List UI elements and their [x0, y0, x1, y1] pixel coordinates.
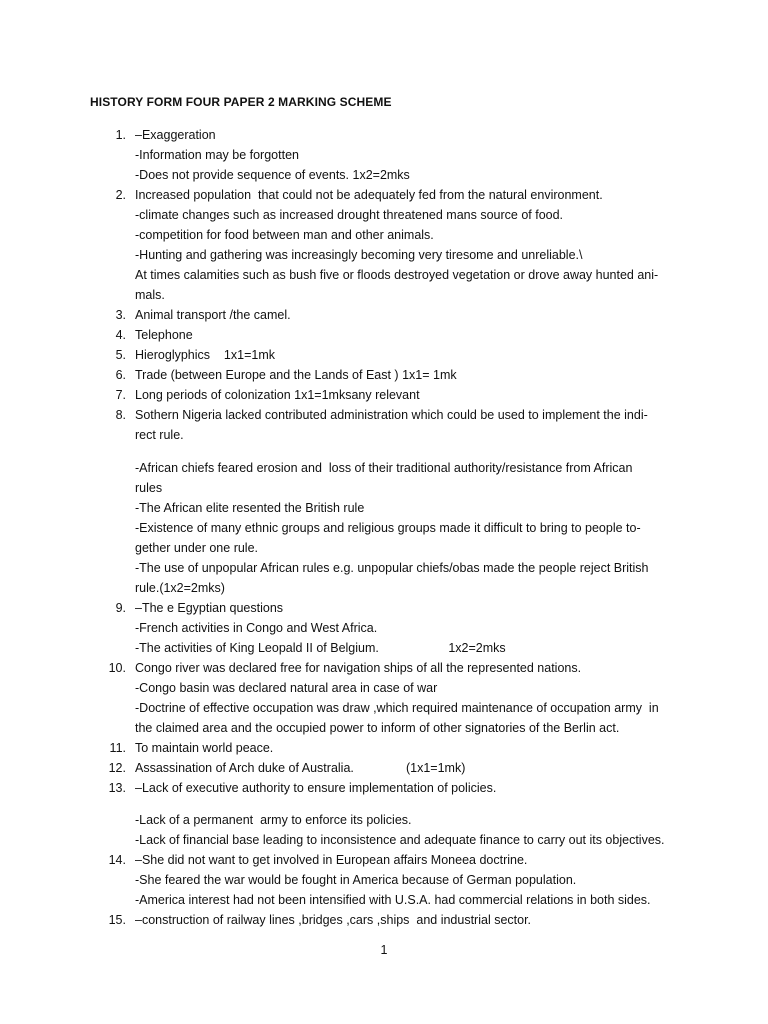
list-item [0, 658, 675, 738]
item-line: -The activities of King Leopald II of Belgium. 1x2=2mks [135, 640, 506, 655]
item-line: Hieroglyphics 1x1=1mk [135, 348, 275, 362]
item-line: –The e Egyptian questions [135, 600, 284, 615]
item-line: At times calamities such as bush five or floods destroyed vegetation or drove away hunted ani- [135, 268, 659, 282]
item-line: -Information may be forgotten [135, 148, 299, 162]
paragraph-gap [135, 445, 675, 458]
item-number: 15. [108, 913, 126, 927]
item-line: -Does not provide sequence of events. 1x2=2mks [135, 168, 410, 182]
list-item [0, 325, 675, 345]
item-line: gether under one rule. [135, 540, 259, 555]
item-line: -Hunting and gathering was increasingly becoming very tiresome and unreliable.\ [135, 248, 583, 262]
item-line: -Doctrine of effective occupation was draw ,which required maintenance of occupation army in [135, 700, 659, 715]
item-line: Trade (between Europe and the Lands of East ) 1x1= 1mk [135, 368, 457, 382]
item-line: -climate changes such as increased drought threatened mans source of food. [135, 208, 564, 222]
item-line: -French activities in Congo and West Africa. [135, 620, 378, 635]
item-number: 9. [115, 600, 126, 615]
item-line: mals. [135, 288, 165, 302]
list-item [0, 910, 675, 930]
item-line: Assassination of Arch duke of Australia. (1x1=1mk) [135, 760, 466, 775]
list-item [0, 778, 675, 851]
page-title: HISTORY FORM FOUR PAPER 2 MARKING SCHEME [90, 95, 392, 109]
item-number: 8. [115, 408, 126, 422]
list-item [0, 758, 675, 778]
item-line: Increased population that could not be adequately fed from the natural environment. [135, 188, 603, 202]
item-line: To maintain world peace. [135, 740, 274, 755]
item-number: 10. [108, 660, 126, 675]
list-item [0, 345, 675, 365]
item-line: -The use of unpopular African rules e.g. unpopular chiefs/obas made the people reject British [135, 560, 649, 575]
item-line: -competition for food between man and other animals. [135, 228, 434, 242]
list-item [0, 598, 675, 658]
item-line: -She feared the war would be fought in America because of German population. [135, 873, 577, 887]
item-number: 7. [115, 388, 126, 402]
item-line: -Lack of a permanent army to enforce its policies. [135, 813, 412, 827]
item-line: the claimed area and the occupied power to inform of other signatories of the Berlin act. [135, 720, 620, 735]
item-line: –construction of railway lines ,bridges ,cars ,ships and industrial sector. [135, 913, 532, 927]
item-line: Sothern Nigeria lacked contributed administration which could be used to implement the indi- [135, 408, 648, 422]
item-line: -America interest had not been intensified with U.S.A. had commercial relations in both sides. [135, 893, 651, 907]
item-line: rect rule. [135, 428, 184, 442]
item-number: 13. [108, 780, 126, 795]
item-number: 12. [108, 760, 126, 775]
item-line: -African chiefs feared erosion and loss of their traditional authority/resistance from African [135, 460, 633, 475]
item-line: Congo river was declared free for navigation ships of all the represented nations. [135, 660, 582, 675]
item-line: -Lack of financial base leading to inconsistence and adequate finance to carry out its objectives. [135, 833, 665, 847]
item-line: –Lack of executive authority to ensure implementation of policies. [135, 780, 497, 795]
item-number: 1. [115, 128, 126, 142]
item-number: 2. [115, 188, 126, 202]
list-item [0, 185, 675, 305]
paragraph-gap [135, 798, 675, 811]
list-item [0, 125, 675, 185]
item-number: 3. [115, 308, 126, 322]
list-item [0, 305, 675, 325]
list-item [0, 850, 675, 910]
item-line: -Congo basin was declared natural area in case of war [135, 680, 438, 695]
item-line: Animal transport /the camel. [135, 308, 291, 322]
item-line: Telephone [135, 328, 193, 342]
item-line: -Existence of many ethnic groups and religious groups made it difficult to bring to people to- [135, 520, 641, 535]
item-line: rules [135, 480, 163, 495]
item-line: –She did not want to get involved in European affairs Moneea doctrine. [135, 853, 528, 867]
item-number: 11. [109, 740, 126, 755]
item-number: 5. [115, 348, 126, 362]
item-number: 14. [108, 853, 126, 867]
item-number: 6. [115, 368, 126, 382]
item-line: –Exaggeration [135, 128, 216, 142]
list-item [0, 738, 675, 758]
item-line: rule.(1x2=2mks) [135, 580, 225, 595]
item-line: -The African elite resented the British rule [135, 500, 365, 515]
item-number: 4. [115, 328, 126, 342]
item-line: Long periods of colonization 1x1=1mksany relevant [135, 388, 420, 402]
list-item [0, 405, 675, 598]
marking-scheme-list [0, 125, 768, 930]
list-item [0, 385, 675, 405]
list-item [0, 365, 675, 385]
page-number: 1 [380, 943, 388, 957]
